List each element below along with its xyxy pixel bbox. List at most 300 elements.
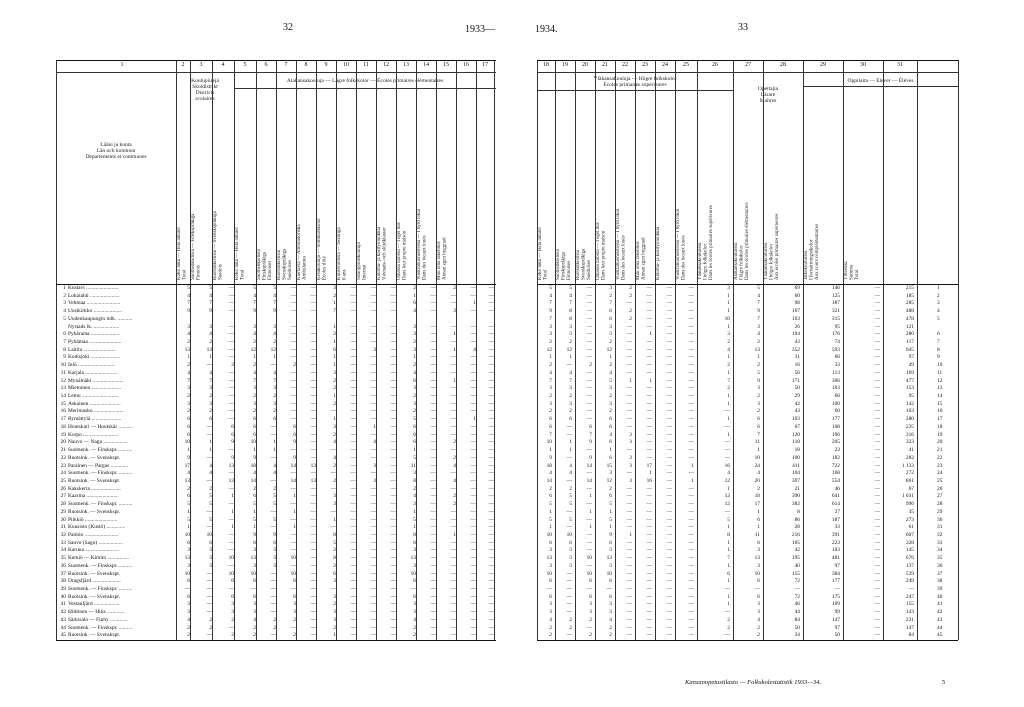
table-row (537, 370, 958, 378)
table-cell: — (430, 423, 436, 430)
table-cell: — (310, 408, 316, 415)
table-cell: — (228, 447, 234, 454)
table-cell: 17 (754, 501, 760, 508)
table-cell: — (646, 616, 652, 623)
table-cell: 84 (908, 632, 914, 639)
table-cell: 43 (794, 339, 800, 346)
table-cell: 1 (293, 524, 296, 531)
table-cell: — (724, 508, 730, 515)
table-cell: — (430, 632, 436, 639)
table-cell: 6 (209, 539, 212, 546)
row-number: 43 (60, 616, 66, 623)
table-cell: — (350, 632, 356, 639)
table-cell: — (488, 331, 494, 338)
table-cell: 3 (373, 346, 376, 353)
table-cell: 6 (253, 431, 256, 438)
table-cell: — (430, 609, 436, 616)
table-cell: 2 (629, 308, 632, 315)
table-cell: 3 (757, 562, 760, 569)
table-cell: 10 (206, 531, 212, 538)
table-cell: — (874, 393, 880, 400)
table-cell: — (430, 616, 436, 623)
table-cell: — (350, 555, 356, 562)
table-cell: — (646, 354, 652, 361)
table-cell: 10 (290, 570, 296, 577)
table-cell: 4 (609, 369, 612, 376)
table-cell: — (310, 555, 316, 562)
right-col-rule (595, 60, 596, 640)
table-cell: — (626, 485, 632, 492)
table-cell: — (450, 570, 456, 577)
table-cell: 1 (589, 493, 592, 500)
table-cell: — (626, 501, 632, 508)
table-cell: — (874, 539, 880, 546)
municipality-name: Ruotsink. — Svenskspr. (68, 570, 121, 577)
table-cell: 4 (273, 292, 276, 299)
right-table-body (537, 285, 958, 640)
table-cell: — (430, 308, 436, 315)
table-cell: 1 (649, 470, 652, 477)
table-row (537, 408, 958, 416)
table-cell: 3 (333, 593, 336, 600)
table-cell: — (566, 585, 572, 592)
table-cell: — (390, 616, 396, 623)
right-teachers-header: Opettajia Lärare Maîtres (757, 86, 779, 104)
table-cell: — (310, 516, 316, 523)
table-cell: 72 (794, 578, 800, 585)
table-cell: 3 (253, 562, 256, 569)
table-cell: 17 (184, 462, 190, 469)
row-number: 19 (60, 431, 66, 438)
table-cell: — (290, 385, 296, 392)
table-cell: — (390, 547, 396, 554)
table-cell: 2 (253, 339, 256, 346)
table-row (537, 586, 958, 594)
table-cell: — (350, 601, 356, 608)
table-cell: — (370, 493, 376, 500)
table-row (537, 285, 958, 293)
row-number: 10 (937, 362, 943, 369)
table-cell: — (586, 369, 592, 376)
table-cell: — (450, 339, 456, 346)
table-cell: — (724, 447, 730, 454)
table-cell: 249 (905, 578, 914, 585)
table-cell: 10 (250, 439, 256, 446)
table-cell: — (184, 585, 190, 592)
municipality-name: Suomenk. — Finskspr. .......... (68, 562, 133, 569)
table-cell: 103 (831, 385, 840, 392)
table-cell: 5 (569, 516, 572, 523)
left-district-header: Koulupiirejä Skoldistrikt Districts scolaires (191, 78, 219, 102)
table-cell: 12 (724, 477, 730, 484)
table-cell: 13 (754, 555, 760, 562)
table-cell: — (290, 400, 296, 407)
table-cell: — (688, 339, 694, 346)
table-cell: 5 (609, 501, 612, 508)
table-cell: 3 (253, 547, 256, 554)
table-cell: — (370, 447, 376, 454)
table-cell: — (688, 362, 694, 369)
left-col-rule (436, 60, 437, 640)
table-cell: 6 (253, 578, 256, 585)
table-cell: — (450, 508, 456, 515)
table-cell: — (430, 593, 436, 600)
table-cell: 390 (791, 493, 800, 500)
table-cell: 2 (333, 624, 336, 631)
table-cell: — (470, 423, 476, 430)
table-cell: 7 (549, 300, 552, 307)
table-cell: — (370, 501, 376, 508)
table-cell: — (350, 393, 356, 400)
table-cell: 3 (549, 609, 552, 616)
municipality-name: Suomenk. — Finskspr. .......... (68, 447, 133, 454)
table-cell: — (488, 609, 494, 616)
table-cell: 3 (333, 493, 336, 500)
table-cell: — (688, 578, 694, 585)
table-cell: — (430, 470, 436, 477)
table-cell: — (666, 470, 672, 477)
right-col-rule (575, 60, 576, 640)
table-cell: 2 (231, 616, 234, 623)
table-cell: 6 (569, 539, 572, 546)
table-cell: — (228, 346, 234, 353)
table-cell: — (488, 439, 494, 446)
table-cell: 18 (794, 447, 800, 454)
table-row (537, 617, 958, 625)
table-cell: 3 (609, 601, 612, 608)
table-cell: 6 (187, 493, 190, 500)
table-cell: — (666, 508, 672, 515)
table-cell: 1 (333, 339, 336, 346)
table-cell: — (646, 547, 652, 554)
table-cell: 1 (473, 300, 476, 307)
table-cell: 4 (333, 439, 336, 446)
table-cell: 5 (209, 285, 212, 291)
table-cell: — (646, 431, 652, 438)
table-cell: 3 (333, 501, 336, 508)
table-cell: 3 (209, 400, 212, 407)
table-cell: — (688, 555, 694, 562)
table-cell: 145 (905, 547, 914, 554)
table-cell: — (874, 354, 880, 361)
table-row (537, 401, 958, 409)
table-cell: 2 (549, 485, 552, 492)
table-cell: 4 (549, 292, 552, 299)
table-cell: 4 (333, 454, 336, 461)
table-cell: — (350, 624, 356, 631)
table-row (537, 324, 958, 332)
row-number: 20 (937, 439, 943, 446)
right-pupils-rule (803, 86, 958, 87)
table-cell: — (566, 609, 572, 616)
municipality-name: Suomenk. — Finskspr. .......... (68, 470, 133, 477)
table-cell: — (206, 578, 212, 585)
table-cell: 2 (333, 292, 336, 299)
table-cell: 8 (413, 477, 416, 484)
table-cell: 3 (589, 601, 592, 608)
table-cell: 2 (209, 339, 212, 346)
municipality-name: Nystads lk. ................... (68, 323, 120, 330)
table-cell: — (310, 632, 316, 639)
table-cell: 316 (905, 431, 914, 438)
table-cell: — (350, 408, 356, 415)
left-column-header: Kiertäviä — Ambulatoriska Ambulantes (297, 224, 308, 280)
row-number: 3 (937, 300, 940, 307)
table-cell: 12 (250, 346, 256, 353)
right-column-number: 29 (820, 62, 826, 68)
table-cell: 306 (831, 377, 840, 384)
table-cell: — (586, 585, 592, 592)
left-col-rule (190, 60, 191, 640)
row-number: 30 (60, 516, 66, 523)
left-column-number: 16 (463, 62, 469, 68)
table-cell: 321 (831, 308, 840, 315)
table-cell: — (666, 408, 672, 415)
table-cell: — (450, 616, 456, 623)
municipality-name: Kaarina ........................ (68, 493, 119, 500)
table-cell: — (724, 632, 730, 639)
table-cell: 7 (253, 377, 256, 384)
table-cell: 3 (757, 323, 760, 330)
table-cell: 7 (757, 300, 760, 307)
table-cell: — (310, 439, 316, 446)
table-cell: 3 (569, 400, 572, 407)
table-cell: 143 (905, 609, 914, 616)
table-cell: — (874, 439, 880, 446)
table-cell: 2 (293, 632, 296, 639)
table-cell: 3 (253, 323, 256, 330)
table-cell: 1 (333, 323, 336, 330)
table-cell: 3 (569, 331, 572, 338)
table-cell: — (228, 354, 234, 361)
table-cell: — (646, 423, 652, 430)
row-number: 9 (63, 354, 66, 361)
table-cell: — (470, 339, 476, 346)
right-column-header: Koko luku — Hela antalet Total (538, 227, 549, 280)
row-number: 18 (937, 423, 943, 430)
table-cell: 7 (549, 377, 552, 384)
table-cell: — (688, 516, 694, 523)
table-cell: — (430, 362, 436, 369)
table-cell: 35 (908, 508, 914, 515)
table-cell: 2 (253, 408, 256, 415)
municipality-name: Karjala ........................ (68, 369, 118, 376)
table-cell: — (390, 377, 396, 384)
table-cell: — (688, 609, 694, 616)
table-cell: 3 (413, 609, 416, 616)
table-cell: — (666, 346, 672, 353)
table-cell: 3 (569, 323, 572, 330)
table-cell: 4 (187, 292, 190, 299)
table-cell: 6 (609, 454, 612, 461)
table-cell: 100 (831, 400, 840, 407)
table-cell: — (370, 632, 376, 639)
table-cell: — (450, 423, 456, 430)
table-cell: — (488, 547, 494, 554)
table-cell: — (470, 555, 476, 562)
municipality-name: Piikkiö ........................ (68, 516, 118, 523)
table-cell: — (430, 393, 436, 400)
table-cell: — (450, 585, 456, 592)
table-cell: — (228, 300, 234, 307)
table-cell: — (330, 508, 336, 515)
table-cell: — (390, 300, 396, 307)
table-cell: 247 (905, 593, 914, 600)
table-cell: — (290, 470, 296, 477)
table-cell: 4 (253, 331, 256, 338)
table-cell: — (488, 531, 494, 538)
table-cell: — (350, 609, 356, 616)
table-row (537, 354, 958, 362)
table-cell: — (370, 585, 376, 592)
table-cell: 2 (453, 439, 456, 446)
table-cell: 4 (549, 369, 552, 376)
row-number: 36 (937, 562, 943, 569)
table-cell: 2 (187, 362, 190, 369)
left-column-header: Suomenkielisiä — Finskspråkiga Finnois (191, 213, 202, 280)
table-cell: 3 (273, 323, 276, 330)
table-cell: — (228, 393, 234, 400)
table-cell: 10 (724, 315, 730, 322)
table-cell: — (646, 593, 652, 600)
table-cell: — (646, 501, 652, 508)
table-cell: — (470, 439, 476, 446)
table-cell: — (470, 408, 476, 415)
table-cell: 3 (231, 609, 234, 616)
table-row (537, 486, 958, 494)
left-header-rule (56, 284, 496, 285)
table-cell: — (430, 408, 436, 415)
row-number: 39 (937, 585, 943, 592)
table-cell: 10 (410, 570, 416, 577)
table-cell: 4 (209, 462, 212, 469)
table-cell: — (270, 570, 276, 577)
left-col-rule (212, 60, 213, 640)
row-number: 45 (60, 632, 66, 639)
right-col-rule (843, 60, 844, 640)
table-cell: — (350, 477, 356, 484)
table-cell: 18 (546, 462, 552, 469)
table-cell: 9 (187, 454, 190, 461)
table-cell: 3 (273, 400, 276, 407)
table-cell: 3 (609, 470, 612, 477)
table-cell: 2 (333, 601, 336, 608)
table-cell: 13 (228, 477, 234, 484)
table-cell: — (626, 547, 632, 554)
table-cell: 539 (905, 570, 914, 577)
table-cell: — (688, 323, 694, 330)
table-cell: — (666, 393, 672, 400)
table-cell: 861 (905, 477, 914, 484)
table-cell: — (350, 431, 356, 438)
table-cell: 6 (589, 578, 592, 585)
table-cell: 9 (589, 439, 592, 446)
table-cell: — (290, 285, 296, 291)
left-column-header: Suomenkielisiä Finskspråkiga Finnoises (257, 249, 274, 280)
row-number: 45 (937, 632, 943, 639)
table-row (537, 308, 958, 316)
table-cell: — (626, 524, 632, 531)
table-cell: — (370, 609, 376, 616)
table-cell: 13 (184, 555, 190, 562)
table-cell: 6 (231, 431, 234, 438)
table-cell: — (390, 609, 396, 616)
table-cell: — (270, 632, 276, 639)
table-cell: — (874, 423, 880, 430)
table-cell: 1 (727, 485, 730, 492)
table-cell: 2 (609, 362, 612, 369)
row-number: 28 (60, 501, 66, 508)
table-cell: 235 (905, 423, 914, 430)
right-column-number: 20 (582, 62, 588, 68)
table-cell: 3 (609, 331, 612, 338)
table-cell: — (350, 377, 356, 384)
table-cell: 50 (794, 624, 800, 631)
table-cell: — (488, 292, 494, 299)
table-cell: — (646, 416, 652, 423)
table-cell: 391 (831, 531, 840, 538)
table-cell: — (666, 423, 672, 430)
table-cell: 3 (373, 462, 376, 469)
table-cell: 2 (253, 362, 256, 369)
table-cell: 2 (253, 393, 256, 400)
table-cell: 6 (253, 416, 256, 423)
table-cell: — (666, 531, 672, 538)
table-cell: — (626, 609, 632, 616)
table-cell: — (310, 601, 316, 608)
table-cell: — (310, 547, 316, 554)
table-cell: — (666, 308, 672, 315)
left-col-rule (256, 60, 257, 640)
table-cell: 7 (333, 308, 336, 315)
table-cell: — (228, 485, 234, 492)
table-cell: 3 (569, 547, 572, 554)
table-cell: — (626, 470, 632, 477)
table-cell: — (250, 585, 256, 592)
table-cell: 2 (187, 393, 190, 400)
left-col-rule (296, 60, 297, 640)
table-cell: 118 (792, 439, 800, 446)
table-cell: — (874, 454, 880, 461)
table-cell: 3 (569, 562, 572, 569)
table-cell: — (488, 339, 494, 346)
table-cell: 477 (905, 377, 914, 384)
table-cell: 1 (293, 493, 296, 500)
table-cell: — (488, 423, 494, 430)
table-cell: — (646, 485, 652, 492)
table-cell: — (206, 632, 212, 639)
table-cell: 6 (589, 593, 592, 600)
table-cell: — (470, 462, 476, 469)
table-cell: — (688, 539, 694, 546)
table-cell: 4 (727, 346, 730, 353)
table-cell: — (488, 323, 494, 330)
row-number: 15 (937, 400, 943, 407)
right-col-rule (958, 60, 959, 640)
table-cell: — (666, 400, 672, 407)
table-cell: — (874, 632, 880, 639)
table-cell: 5 (549, 285, 552, 291)
right-table (537, 60, 958, 640)
left-col-rule (176, 60, 177, 640)
table-cell: 1 (293, 508, 296, 515)
table-cell: — (228, 531, 234, 538)
table-cell: — (688, 570, 694, 577)
table-cell: — (646, 632, 652, 639)
table-cell: 6 (253, 539, 256, 546)
table-cell: 117 (906, 339, 914, 346)
table-cell: 6 (609, 493, 612, 500)
